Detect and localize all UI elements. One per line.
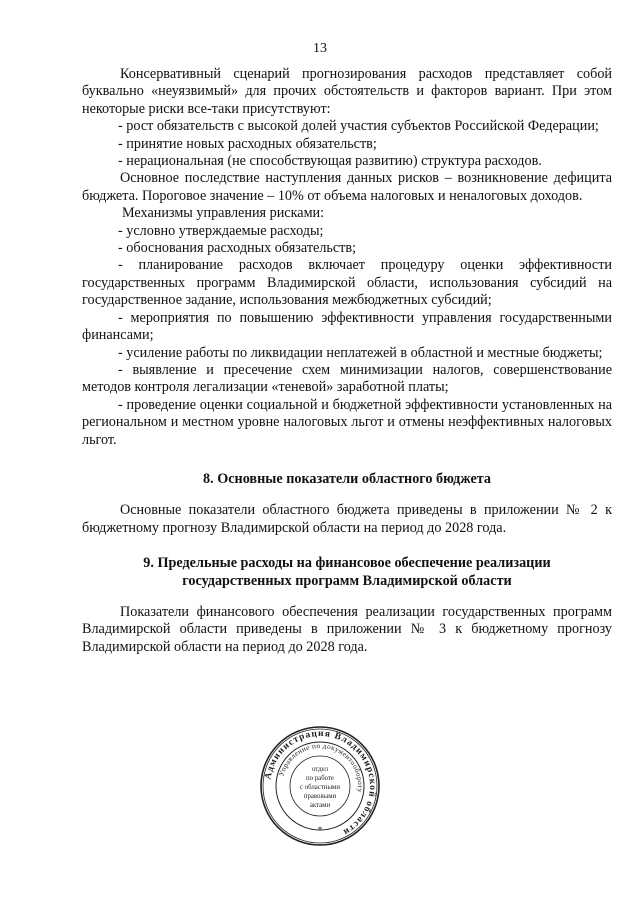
stamp-center-line-5: актами — [309, 802, 331, 809]
paragraph: - проведение оценки социальной и бюджетной эффективности установленных на региональном и местном уровне налоговых льгот и отмены неэффективных налоговых льгот. — [82, 396, 612, 448]
paragraph: Механизмы управления рисками: — [122, 205, 325, 222]
section-9-heading-line-1: 9. Предельные расходы на финансовое обеспечение реализации — [143, 555, 551, 572]
section-8-text: Основные показатели областного бюджета приведены в приложении № 2 к бюджетному прогнозу Владимирской области на период до 2028 года. — [82, 502, 612, 536]
paragraph: - мероприятия по повышению эффективности управления государственными финансами; — [82, 309, 612, 344]
paragraph: - усиление работы по ликвидации неплатежей в областной и местные бюджеты; — [118, 344, 603, 361]
section-9-heading-line-2: государственных программ Владимирской области — [182, 572, 512, 589]
official-stamp — [259, 725, 381, 847]
paragraph: - условно утверждаемые расходы; — [118, 222, 324, 239]
paragraph: Консервативный сценарий прогнозирования расходов представляет собой буквально «неуязвимый» для прочих обстоятельств и факторов вариант. При этом некоторые риски все-таки присутствуют: — [82, 66, 612, 117]
section-8-heading: 8. Основные показатели областного бюджета — [203, 470, 491, 487]
stamp-center-line-1: отдел — [311, 766, 329, 773]
risk-section — [82, 66, 612, 449]
stamp-center-line-3: с областными — [300, 784, 340, 791]
stamp-center-line-2: по работе — [306, 775, 334, 782]
paragraph: - обоснования расходных обязательств; — [118, 240, 357, 257]
document-body — [82, 66, 612, 656]
paragraph: - выявление и пресечение схем минимизации налогов, совершенствование методов контроля легализации «теневой» заработной платы; — [82, 361, 612, 396]
stamp-seal-icon — [259, 725, 381, 847]
paragraph: - принятие новых расходных обязательств; — [118, 135, 377, 152]
stamp-outer-text: Администрация Владимирской области — [263, 728, 378, 838]
svg-text:*: * — [317, 825, 323, 835]
section-9-text: Показатели финансового обеспечения реализации государственных программ Владимирской области приведены в приложении № 3 к бюджетному прогнозу Владимирской области на период до 2028 года. — [82, 603, 612, 655]
paragraph: - рост обязательств с высокой долей участия субъектов Российской Федерации; — [118, 118, 599, 135]
page-number: 13 — [313, 41, 327, 56]
paragraph: Основное последствие наступления данных рисков – возникновение дефицита бюджета. Пороговое значение – 10% от объема налоговых и неналоговых доходов. — [82, 170, 612, 204]
paragraph: - нерациональная (не способствующая развитию) структура расходов. — [118, 153, 542, 170]
stamp-center-line-4: правовыми — [303, 793, 337, 800]
paragraph: - планирование расходов включает процедуру оценки эффективности государственных программ Владимирской области, использования субсидий на государственное задание, использования межбюджетных субсидий; — [82, 257, 612, 309]
stamp-inner-text: Управление по документообороту — [277, 741, 365, 794]
